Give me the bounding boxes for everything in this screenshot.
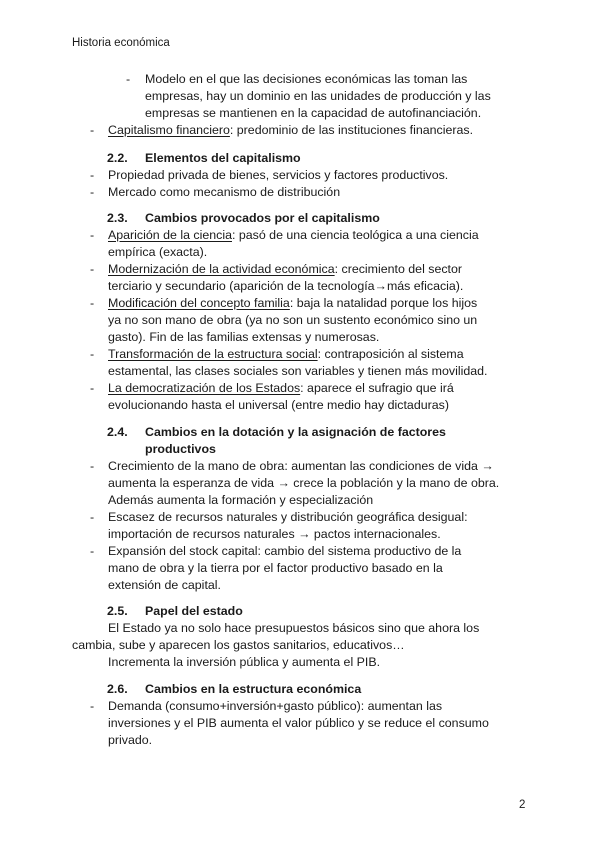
underlined-term: Modernización de la actividad económica: [108, 262, 335, 276]
section-heading-continuation: productivos: [145, 442, 216, 456]
list-dash: -: [90, 185, 95, 199]
underlined-term: Modificación del concepto familia: [108, 296, 290, 310]
list-item-text: aumenta la esperanza de vida → crece la población y la mano de obra.: [108, 476, 500, 490]
list-dash: -: [90, 262, 95, 276]
section-heading: Papel del estado: [145, 604, 243, 618]
list-dash: -: [90, 699, 95, 713]
list-dash: -: [90, 296, 95, 310]
section-number: 2.3.: [107, 211, 128, 225]
list-item: [108, 346, 464, 363]
underlined-term: La democratización de los Estados: [108, 381, 301, 395]
item-description: : pasó de una ciencia teológica a una ciencia: [231, 228, 479, 242]
section-number: 2.4.: [107, 425, 128, 439]
paragraph-text: El Estado ya no solo hace presupuestos básicos sino que ahora los: [108, 621, 480, 635]
list-item-text: privado.: [108, 733, 153, 747]
underlined-term: Capitalismo financiero: [108, 123, 230, 137]
page-header: Historia económica: [72, 37, 170, 49]
list-item-text: Propiedad privada de bienes, servicios y factores productivos.: [108, 168, 449, 182]
list-item-text: evolucionando hasta el universal (entre medio hay dictaduras): [108, 398, 449, 412]
item-description: : contraposición al sistema: [317, 347, 464, 361]
list-item: [108, 380, 454, 397]
list-item-text: extensión de capital.: [108, 578, 221, 592]
section-number: 2.2.: [107, 151, 128, 165]
list-item-text: mano de obra y la tierra por el factor productivo basado en la: [108, 561, 443, 575]
list-item-text: Modelo en el que las decisiones económicas las toman las: [145, 72, 468, 86]
list-dash: -: [90, 168, 95, 182]
underlined-term: Transformación de la estructura social: [108, 347, 318, 361]
underlined-term: Aparición de la ciencia: [108, 228, 232, 242]
item-description: : aparece el sufragio que irá: [300, 381, 454, 395]
list-item-text: Crecimiento de la mano de obra: aumentan las condiciones de vida →: [108, 459, 494, 473]
list-dash: -: [90, 544, 95, 558]
list-item-text: inversiones y el PIB aumenta el valor público y se reduce el consumo: [108, 716, 489, 730]
list-item-text: Además aumenta la formación y especialización: [108, 493, 374, 507]
list-item-text: empresas se mantienen en la capacidad de autofinanciación.: [145, 106, 482, 120]
item-description: : crecimiento del sector: [334, 262, 463, 276]
paragraph-text: Incrementa la inversión pública y aumenta el PIB.: [108, 655, 381, 669]
list-dash: -: [90, 123, 95, 137]
section-number: 2.6.: [107, 682, 128, 696]
list-item-text: Escasez de recursos naturales y distribución geográfica desigual:: [108, 510, 468, 524]
list-item-text: empresas, hay un dominio en las unidades de producción y las: [145, 89, 491, 103]
list-item-text: terciario y secundario (aparición de la tecnología→más eficacia).: [108, 279, 464, 293]
item-description: : predominio de las instituciones financieras.: [229, 123, 474, 137]
section-heading: Cambios en la estructura económica: [145, 682, 362, 696]
section-heading: Cambios provocados por el capitalismo: [145, 211, 380, 225]
list-item-text: Expansión del stock capital: cambio del sistema productivo de la: [108, 544, 462, 558]
list-item: [108, 261, 462, 278]
list-item-text: empírica (exacta).: [108, 245, 208, 259]
item-description: : baja la natalidad porque los hijos: [289, 296, 478, 310]
list-item-text: Demanda (consumo+inversión+gasto público): aumentan las: [108, 699, 443, 713]
list-dash: -: [90, 347, 95, 361]
list-dash: -: [90, 228, 95, 242]
list-item: [108, 227, 479, 244]
list-item-text: importación de recursos naturales → pactos internacionales.: [108, 527, 441, 541]
list-item: [108, 122, 473, 139]
list-item: [108, 295, 477, 312]
list-item-text: ya no son mano de obra (ya no son un sustento económico sino un: [108, 313, 478, 327]
section-heading: Elementos del capitalismo: [145, 151, 301, 165]
list-dash: -: [90, 459, 95, 473]
list-dash: -: [126, 72, 131, 86]
section-heading: Cambios en la dotación y la asignación de factores: [145, 425, 446, 439]
list-item-text: estamental, las clases sociales son variables y tienen más movilidad.: [108, 364, 488, 378]
section-number: 2.5.: [107, 604, 128, 618]
list-dash: -: [90, 381, 95, 395]
list-item-text: Mercado como mecanismo de distribución: [108, 185, 341, 199]
paragraph-text: cambia, sube y aparecen los gastos sanitarios, educativos…: [72, 638, 405, 652]
list-dash: -: [90, 510, 95, 524]
list-item-text: gasto). Fin de las familias extensas y numerosas.: [108, 330, 380, 344]
page-number: 2: [519, 799, 526, 811]
